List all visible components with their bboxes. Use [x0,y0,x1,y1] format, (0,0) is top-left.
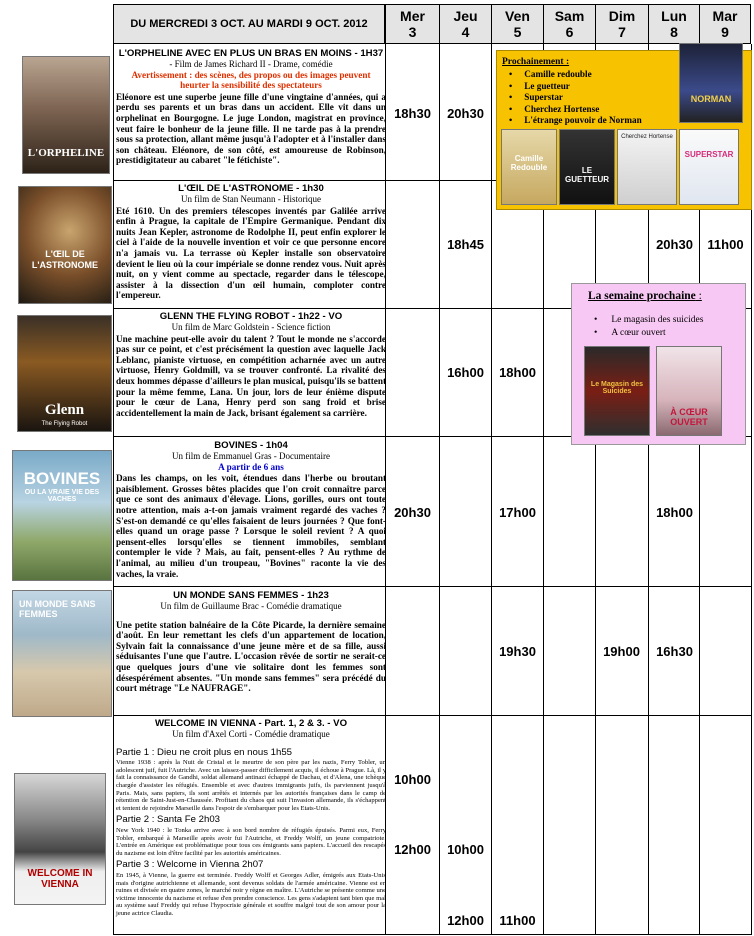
showtime: 19h30 [499,644,536,659]
film-block-orpheline [116,48,386,166]
film-title: L'ORPHELINE AVEC EN PLUS UN BRAS EN MOINS - 1H37 [118,48,384,59]
poster-superstar: SUPERSTAR [679,129,739,205]
film-age: A partir de 6 ans [218,461,284,472]
row-divider [113,934,751,935]
film-block-bovines [116,440,386,579]
showtime: 11h00 [707,237,744,252]
film-synopsis: Dans les champs, on les voit, étendues dans l'herbe ou broutant paisiblement. Grosses bêtes placides que l'on croit connaître parce que ce sont des animaux d'élevage. Lions, gorilles, ours ont toute notre attention, mais a-t-on jamais vraiment regardé des vaches ? S'est-on demandé ce qu'elles faisaient de leurs journées ? Que font-elles quand un orage passe ? Lorsque le soleil revient ? A quoi pensent-elles lorsqu'elles se tiennent immobiles, semblant contempler le vide ? Mais, au fait, pensent-elles ? Au rythme de l'animal, au milieu d'un troupeau, "Bovines" raconte la vie des vaches, la vraie. [116,473,386,579]
film-block-glenn [116,311,386,418]
poster-bovines: BOVINES OU LA VRAIE VIE DES VACHES [12,450,112,581]
semaine-label: La semaine prochaine : [588,290,702,302]
showtime: 12h00 [447,913,484,928]
showtime: 18h30 [394,106,431,121]
film-title: GLENN THE FLYING ROBOT - 1h22 - VO [159,311,343,322]
showtime: 10h00 [394,772,431,787]
film-title: WELCOME IN VIENNA - Part. 1, 2 & 3. - VO [154,718,348,729]
part-heading: Partie 3 : Welcome in Vienna 2h07 [116,859,264,871]
showtime: 19h00 [603,644,640,659]
showtime: 18h00 [499,365,536,380]
showtime: 11h00 [499,913,536,928]
row-divider [113,586,751,587]
poster-oeil-astronome: L'ŒIL DE L'ASTRONOME [18,186,112,304]
poster-guetteur: LE GUETTEUR [559,129,615,205]
part-heading: Partie 2 : Santa Fe 2h03 [116,814,220,826]
film-synopsis: Une machine peut-elle avoir du talent ? Tout le monde ne s'accorde pas sur ce point, et c'est précisément la question avec laquelle Jack Leblanc, pianiste virtuose, en compétition acharnée avec un autre virtuose, Henry Goldmill, va se trouver confronté. La rivalité des deux hommes dépasse d'ailleurs le plan musical, puisqu'ils se battent pour la même femme, Lana. Un jour, lors de leur énième dispute pour le cœur de Lana, Henry perd son sang froid et brise accidentellement la main de Jack, brisant également sa carrière. [116,333,386,418]
showtime: 16h30 [656,644,693,659]
part-heading: Partie 1 : Dieu ne croit plus en nous 1h55 [116,746,292,758]
showtime: 20h30 [656,237,693,252]
grid-line [113,44,114,935]
film-block-oeil [116,183,386,301]
film-subtitle: Un film de Emmanuel Gras - Documentaire [172,451,330,461]
prochainement-label: Prochainement : [502,57,570,67]
date-range-header: DU MERCREDI 3 OCT. AU MARDI 9 OCT. 2012 [113,4,385,44]
showtime: 17h00 [499,505,536,520]
film-subtitle: Un film d'Axel Corti - Comédie dramatique [172,729,330,739]
showtime: 18h45 [447,237,484,252]
poster-coeur-ouvert: À CŒUR OUVERT [656,346,722,436]
poster-glenn: Glenn The Flying Robot [17,315,112,432]
part-text: New York 1940 : le Tonka arrive avec à son bord nombre de réfugiés épuisés. Parmi eux, Ferry Tobler, embarqué à Marseille après avoir fui l'Autriche, et Freddy Wolff, un jeune compatriote. L'entrée en Amérique est problématique pour tous ces émigrants sans papiers. L'accueil des rescapés du nazisme est loin d'être facilité par les autorités américaines. [116,826,386,857]
showtime: 16h00 [447,365,484,380]
list-item: • L'étrange pouvoir de Norman [509,115,642,127]
showtime: 20h30 [447,106,484,121]
prochainement-box [496,50,752,210]
film-subtitle: Un film de Guillaume Brac - Comédie dramatique [160,601,342,611]
showtime: 20h30 [394,505,431,520]
showtime: 18h00 [656,505,693,520]
film-title: L'ŒIL DE L'ASTRONOME - 1h30 [178,183,324,194]
semaine-prochaine-box [571,283,746,445]
film-title: BOVINES - 1h04 [214,440,288,451]
day-header-sam: Sam 6 [543,4,596,44]
film-block-monde [116,590,386,694]
poster-camille: Camille Redouble [501,129,557,205]
grid-line [491,44,492,935]
list-item: • Superstar [509,92,642,104]
day-header-lun: Lun 8 [648,4,700,44]
day-header-dim: Dim 7 [595,4,649,44]
film-warning: Avertissement : des scènes, des propos ou des images peuvent heurter la sensibilité des spectateurs [131,69,371,91]
poster-hortense: Cherchez Hortense [617,129,677,205]
list-item: • A cœur ouvert [594,327,703,340]
film-block-vienna [116,718,386,917]
showtime: 10h00 [447,842,484,857]
poster-monde-sans-femmes: UN MONDE SANS FEMMES [12,590,112,717]
part-text: En 1945, à Vienne, la guerre est terminée. Freddy Wolff et Georges Adler, émigrés aux Etats-Unis mais d'origine autrichienne et allemande, sont devenus soldats de l'armée américaine. Vienne est en ruines et divisée en quatre zones, le marché noir y règne en maître. L'Autriche se présente comme une victime innocente du nazisme et refuse d'en prendre conscience. Les gens s'adaptent tant bien que mal au système sauf Freddy qui refuse l'hypocrisie générale et souffre malgré tout de son amour pour la jeune actrice Claudia. [116,871,386,917]
poster-welcome-vienna: WELCOME IN VIENNA [14,773,106,905]
film-title: UN MONDE SANS FEMMES - 1h23 [173,590,329,601]
film-subtitle: - Film de James Richard II - Drame, comédie [169,59,333,69]
film-synopsis: Eléonore est une superbe jeune fille d'une vingtaine d'années, qui a perdu ses parents et un bras dans un accident. Elle vit dans un orphelinat en Bourgogne. Le juge London, magistrat en province, veut faire le bonheur de la jeune fille. Il ne tarde pas à la prendre sous sa protection, allant même jusqu'à l'adopter et à l'installer dans son château. Eléonore, de son côté, est amoureuse de Robinson, prestidigitateur au cabaret "le fétichiste". [116,91,386,166]
day-header-mar: Mar 9 [699,4,751,44]
list-item: • Le guetteur [509,81,642,93]
film-synopsis: Une petite station balnéaire de la Côte Picarde, la dernière semaine d'août. En leur remettant les clefs d'un appartement de location, Sylvain fait la connaissance d'une jeune mère et de sa fille, aussi séduisantes l'une que l'autre. L'occasion rêvée de sortir ne serait-ce que quelques jours d'une vie solitaire dont les femmes sont désespérément absentes. "Un monde sans femmes" sera précédé du court métrage "Le NAUFRAGE". [116,619,386,694]
poster-orpheline: L'ORPHELINE [22,56,110,174]
list-item: • Cherchez Hortense [509,104,642,116]
film-subtitle: Un film de Marc Goldstein - Science fiction [171,322,331,332]
film-synopsis: Eté 1610. Un des premiers télescopes inventés par Galilée arrive enfin à Prague, la capitale de l'Empire Germanique. Pendant dix nuits Jean Kepler, astronome de Rodolphe II, peut enfin explorer le ciel à l'aide de la nouvelle invention et voir ce que personne encore n'a jamais vu. La terrasse où Kepler installe son observatoire devient le lieu où la cour impériale se donne rendez vous. Nuit après nuit, on y vient comme au spectacle, regarder dans le télescope, assister à la dissection d'un œil humain, comploter contre l'empereur. [116,205,386,301]
showtime: 12h00 [394,842,431,857]
part-text: Vienne 1938 : après la Nuit de Cristal et le meurtre de son père par les nazis, Ferry Tobler, un adolescent juif, fuit l'Autriche. Avec un laissez-passer difficilement acquis, il échoue à Prague. Là, il y fait la connaissance de Gandhi, soldat allemand antinazi échappé de Dachau, et d'Alena, une tchèque chargée d'assister les réfugiés. Ensemble et avec d'autres immigrants juifs, ils parviennent jusqu'à Paris. Mais, sans papiers, ils sont arrêtés et internés par les autorités françaises dans le camp de rétention de Saint-Just-en-Chaussée. Profitant du chaos qui suit l'invasion allemande, ils s'échappent et tentent de rejoindre Marseille dans l'espoir de s'embarquer pour les Etats-Unis. [116,759,386,812]
day-header-jeu: Jeu 4 [439,4,492,44]
semaine-list [594,314,703,339]
prochainement-list [509,69,642,127]
row-divider [113,715,751,716]
poster-norman: NORMAN [679,43,743,123]
poster-magasin-suicides: Le Magasin des Suicides [584,346,650,436]
film-subtitle: Un film de Stan Neumann - Historique [181,194,321,204]
day-header-mer: Mer 3 [385,4,440,44]
grid-line [439,44,440,935]
list-item: • Camille redouble [509,69,642,81]
list-item: • Le magasin des suicides [594,314,703,327]
day-header-ven: Ven 5 [491,4,544,44]
